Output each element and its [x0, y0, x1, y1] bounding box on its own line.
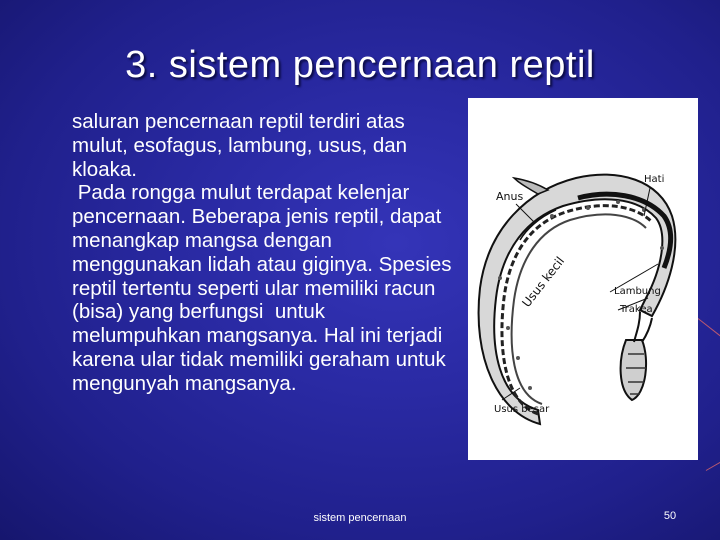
- snake-digestive-diagram: [468, 98, 698, 460]
- footer-text: sistem pencernaan: [313, 512, 407, 524]
- label-usus-kecil: Usus kecil: [519, 254, 568, 310]
- diagram-svg: [468, 98, 698, 460]
- decorative-streak: [698, 318, 720, 343]
- slide-number: 50: [663, 510, 677, 522]
- label-anus: Anus: [496, 190, 524, 203]
- neck: [634, 312, 652, 342]
- label-hati: Hati: [644, 174, 665, 185]
- decorative-streak: [706, 459, 720, 471]
- label-trakea: Trakea: [620, 304, 653, 315]
- slide-title: 3. sistem pencernaan reptil: [125, 44, 595, 86]
- snake-head: [621, 340, 646, 400]
- label-usus-besar: Usus besar: [494, 404, 550, 415]
- paragraph-1: saluran pencernaan reptil terdiri atas mulut, esofagus, lambung, usus, dan kloaka.: [72, 110, 408, 181]
- label-lambung: Lambung: [614, 286, 661, 297]
- paragraph-2: Pada rongga mulut terdapat kelenjar pencernaan. Beberapa jenis reptil, dapat menangkap mangsa dengan menggunakan lidah atau giginya. Spesies reptil tertentu seperti ular memiliki racun (bisa) yang berfungsi untuk melumpuhkan mangsanya. Hal ini terjadi karena ular tidak memiliki geraham untuk mengunyah mangsanya.: [72, 181, 458, 395]
- body-text: [72, 110, 458, 396]
